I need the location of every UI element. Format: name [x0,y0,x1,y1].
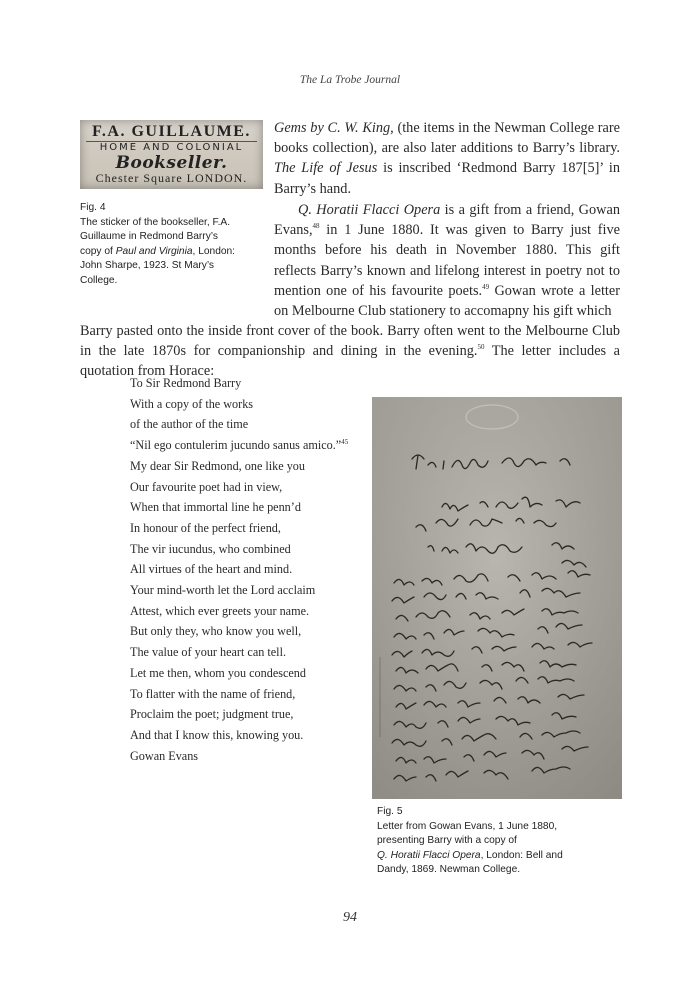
poem-line: The vir iucundus, who combined [130,541,291,556]
footnote-ref: 45 [341,438,349,447]
poem-line: of the author of the time [130,417,249,432]
footnote-ref: 50 [477,343,485,352]
caption-text: College. [80,274,118,286]
caption-text: , London: Bell and [480,849,563,861]
caption-text: presenting Barry with a copy of [377,835,517,846]
poem-line-quotation [130,435,370,456]
poem-line: The value of your heart can tell. [130,645,286,660]
caption-text: Dandy, 1869. Newman College. [377,864,521,875]
paragraph-text: Gowan wrote a letter on Melbourne Club stationery to accomapny his gift which [274,282,620,320]
figure-4-label: Fig. 4 [80,202,106,213]
sticker-text-address: Chester Square LONDON. [95,171,248,185]
poem-line: In honour of the perfect friend, [130,520,281,535]
poem-line: And that I know this, knowing you. [130,727,304,742]
poem-line: But only they, who know you well, [130,624,302,639]
poem-line: Your mind-worth let the Lord acclaim [130,583,316,598]
poem-line: My dear Sir Redmond, one like you [130,458,305,473]
poem-line: Proclaim the poet; judgment true, [130,707,294,722]
poem-line: Let me then, whom you condescend [130,665,306,680]
paragraph-text: (the items in the Newman College rare books collection), are also later additions to Barry’s library. [274,120,620,157]
figure-5-caption [377,805,607,878]
book-title-horatii: Q. Horatii Flacci Opera [298,202,441,218]
caption-book-title: Q. Horatii Flacci Opera [377,849,481,861]
poem-signature: Gowan Evans [130,748,199,763]
figure-4-caption [80,201,270,288]
handwriting-scribbles [372,397,622,799]
footnote-ref: 48 [312,222,320,231]
book-title-life-of-jesus: The Life of Jesus [274,160,378,177]
poem [130,373,370,766]
poem-line: When that immortal line he penn’d [130,500,301,515]
footnote-ref: 49 [482,283,490,292]
caption-text: John Sharpe, 1923. St Mary’s [80,260,215,271]
caption-text: , London: [192,245,236,257]
paragraph-2 [274,200,620,321]
poem-line: All virtues of the heart and mind. [130,562,293,577]
caption-text: copy of [80,245,116,257]
caption-book-title: Paul and Virginia [115,245,193,257]
paragraph-1 [274,118,620,199]
page-number: 94 [343,910,357,925]
poem-line: With a copy of the works [130,396,254,411]
bookseller-sticker-image [80,120,263,189]
poem-line: To flatter with the name of friend, [130,686,296,701]
paragraph-text: The letter includes a quotation from Horace: [80,343,620,380]
sticker-text-bookseller: Bookseller. [115,153,228,173]
paragraph-text: is inscribed ‘Redmond Barry 187[5]’ in Barry’s hand. [274,160,621,197]
poem-line: Attest, which ever greets your name. [130,603,310,618]
poem-line: Our favourite poet had in view, [130,479,283,494]
poem-line: To Sir Redmond Barry [130,376,242,390]
book-title-gems: Gems by C. W. King, [274,120,394,136]
running-head: The La Trobe Journal [299,74,401,86]
caption-text: The sticker of the bookseller, F.A. [80,216,231,228]
figure-5-label: Fig. 5 [377,806,403,817]
paragraph-text: in 1 June 1880. It was given to Barry just five months before his death in November 1880. This gift reflects Barry’s known and lifelong interest in poetry not to mention one of his favourite poets. [274,222,620,299]
sticker-text-subtitle: HOME AND COLONIAL [99,142,244,153]
caption-text: Letter from Gowan Evans, 1 June 1880, [377,820,558,832]
handwritten-letter-image [372,397,622,799]
sticker-text-name: F.A. GUILLAUME. [92,123,251,140]
paragraph-text: Barry pasted onto the inside front cover of the book. Barry often went to the Melbourne Club in the late 1870s for companionship and dining in the evening. [80,323,620,360]
caption-text: Guillaume in Redmond Barry’s [80,231,218,242]
poem-line-text: “Nil ego contulerim jucundo sanus amico.” [130,438,342,453]
paragraph-text: is a gift from a friend, Gowan Evans, [274,202,620,239]
